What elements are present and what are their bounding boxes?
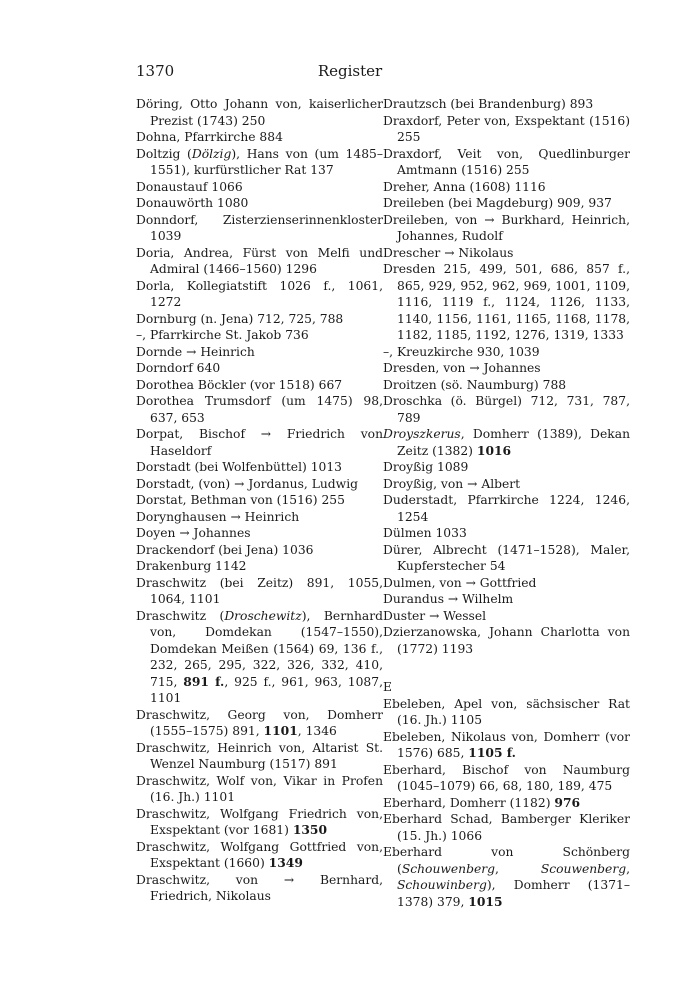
- index-entry: Dornde → Heinrich: [136, 344, 255, 359]
- index-entry: Drescher → Nikolaus: [383, 245, 514, 260]
- index-entry: Duster → Wessel: [383, 608, 487, 623]
- index-entry: Droitzen (sö. Naumburg) 788: [383, 377, 567, 392]
- index-entry: Donaustauf 1066: [136, 179, 243, 194]
- index-entry: Draschwitz, Wolfgang Gottfried von, Exspektant (1660) 1349: [136, 839, 383, 870]
- index-entry: Dulmen, von → Gottfried: [383, 575, 537, 590]
- index-entry: Draxdorf, Peter von, Exspektant (1516) 255: [383, 113, 630, 144]
- index-entry: Eberhard, Bischof von Naumburg (1045–1079) 66, 68, 180, 189, 475: [383, 762, 630, 793]
- index-entry: Doria, Andrea, Fürst von Melfi und Admiral (1466–1560) 1296: [136, 245, 383, 276]
- index-entry: Eberhard, Domherr (1182) 976: [383, 794, 581, 810]
- index-entry: Dornburg (n. Jena) 712, 725, 788: [136, 311, 344, 326]
- index-entry: Dresden 215, 499, 501, 686, 857 f., 865, 929, 952, 962, 969, 1001, 1109, 1116, 1119 f., 1124, 1126, 1133, 1140, 1156, 1161, 1165, 1168, 1178, 1182, 1185, 1192, 1276, 1319, 1333: [383, 262, 630, 342]
- index-entry: Dürer, Albrecht (1471–1528), Maler, Kupferstecher 54: [383, 542, 630, 573]
- index-entry: Draschwitz (Droschewitz), Bernhard von, Domdekan (1547–1550), Domdekan Meißen (1564) 69, 136 f., 232, 265, 295, 322, 326, 332, 410, 715, 891 f., 925 f., 961, 963, 1087, 1101: [136, 608, 383, 705]
- index-entry: Dorpat, Bischof → Friedrich von Haseldorf: [136, 427, 383, 458]
- section-spacer: [383, 657, 630, 669]
- index-entry: Doyen → Johannes: [136, 526, 251, 540]
- index-entry: Eberhard Schad, Bamberger Kleriker (15. Jh.) 1066: [383, 812, 630, 843]
- index-entry: Draschwitz (bei Zeitz) 891, 1055, 1064, 1101: [136, 575, 383, 606]
- index-entry: Dorothea Böckler (vor 1518) 667: [136, 377, 343, 392]
- index-entry: Dreher, Anna (1608) 1116: [383, 179, 546, 194]
- index-entry: Dorla, Kollegiatstift 1026 f., 1061, 1272: [136, 278, 383, 309]
- index-entry: Döring, Otto Johann von, kaiserlicher Prezist (1743) 250: [136, 97, 383, 128]
- section-letter: E: [383, 680, 392, 694]
- index-entry: Draschwitz, Wolfgang Friedrich von, Exspektant (vor 1681) 1350: [136, 806, 383, 837]
- index-entry: Dülmen 1033: [383, 526, 467, 540]
- index-entry: Ebeleben, Nikolaus von, Domherr (vor 1576) 685, 1105 f.: [383, 729, 630, 760]
- index-entry: Donauwörth 1080: [136, 196, 249, 210]
- index-entry: Drakenburg 1142: [136, 559, 247, 573]
- index-entry: Durandus → Wilhelm: [383, 592, 514, 606]
- index-entry: Dorstadt (bei Wolfenbüttel) 1013: [136, 460, 343, 474]
- index-entry: Draxdorf, Veit von, Quedlinburger Amtmann (1516) 255: [383, 146, 630, 177]
- index-column-right: [383, 96, 630, 910]
- index-entry: Draschwitz, Georg von, Domherr (1555–1575) 891, 1101, 1346: [136, 707, 383, 738]
- page-number: 1370: [136, 62, 175, 80]
- index-entry: Eberhard von Schönberg (Schouwenberg, Scouwenberg, Schouwinberg), Domherr (1371–1378) 379, 1015: [383, 845, 630, 909]
- index-entry: Ebeleben, Apel von, sächsischer Rat (16. Jh.) 1105: [383, 696, 630, 727]
- index-entry: Duderstadt, Pfarrkirche 1224, 1246, 1254: [383, 493, 630, 524]
- index-entry: Dorstat, Bethman von (1516) 255: [136, 493, 345, 507]
- index-entry: Dzierzanowska, Johann Charlotta von (1772) 1193: [383, 625, 630, 656]
- index-entry: Dorstadt, (von) → Jordanus, Ludwig: [136, 476, 359, 491]
- index-entry: Draschwitz, von → Bernhard, Friedrich, Nikolaus: [136, 872, 383, 903]
- index-entry: Dreileben (bei Magdeburg) 909, 937: [383, 196, 612, 210]
- index-entry: Dresden, von → Johannes: [383, 361, 541, 375]
- index-entry: Dorynghausen → Heinrich: [136, 509, 300, 524]
- index-entry: Drautzsch (bei Brandenburg) 893: [383, 97, 594, 111]
- index-entry: Doltzig (Dölzig), Hans von (um 1485–1551), kurfürstlicher Rat 137: [136, 146, 383, 177]
- index-entry: Droyßig, von → Albert: [383, 476, 521, 491]
- index-entries-e: [383, 696, 630, 911]
- index-entry: Droschka (ö. Bürgel) 712, 731, 787, 789: [383, 394, 630, 425]
- index-entry: Draschwitz, Heinrich von, Altarist St. Wenzel Naumburg (1517) 891: [136, 740, 383, 771]
- index-entry: Dohna, Pfarrkirche 884: [136, 130, 283, 144]
- index-entry: Draschwitz, Wolf von, Vikar in Profen (16. Jh.) 1101: [136, 773, 383, 804]
- index-entry: Dorothea Trumsdorf (um 1475) 98, 637, 653: [136, 394, 383, 425]
- index-column-left: [136, 96, 383, 905]
- index-entry: –, Kreuzkirche 930, 1039: [383, 344, 540, 359]
- running-head: Register: [317, 62, 383, 80]
- index-entries-d: [383, 96, 630, 657]
- index-entry: –, Pfarrkirche St. Jakob 736: [136, 328, 309, 342]
- index-entry: Drackendorf (bei Jena) 1036: [136, 542, 314, 557]
- index-entry: Donndorf, Zisterzienserinnenkloster 1039: [136, 212, 383, 243]
- index-entry: Dreileben, von → Burkhard, Heinrich, Johannes, Rudolf: [383, 212, 630, 243]
- index-entry: Droyßig 1089: [383, 460, 469, 474]
- index-entry: Dorndorf 640: [136, 361, 221, 375]
- index-entry: Droyszkerus, Domherr (1389), Dekan Zeitz (1382) 1016: [383, 427, 630, 458]
